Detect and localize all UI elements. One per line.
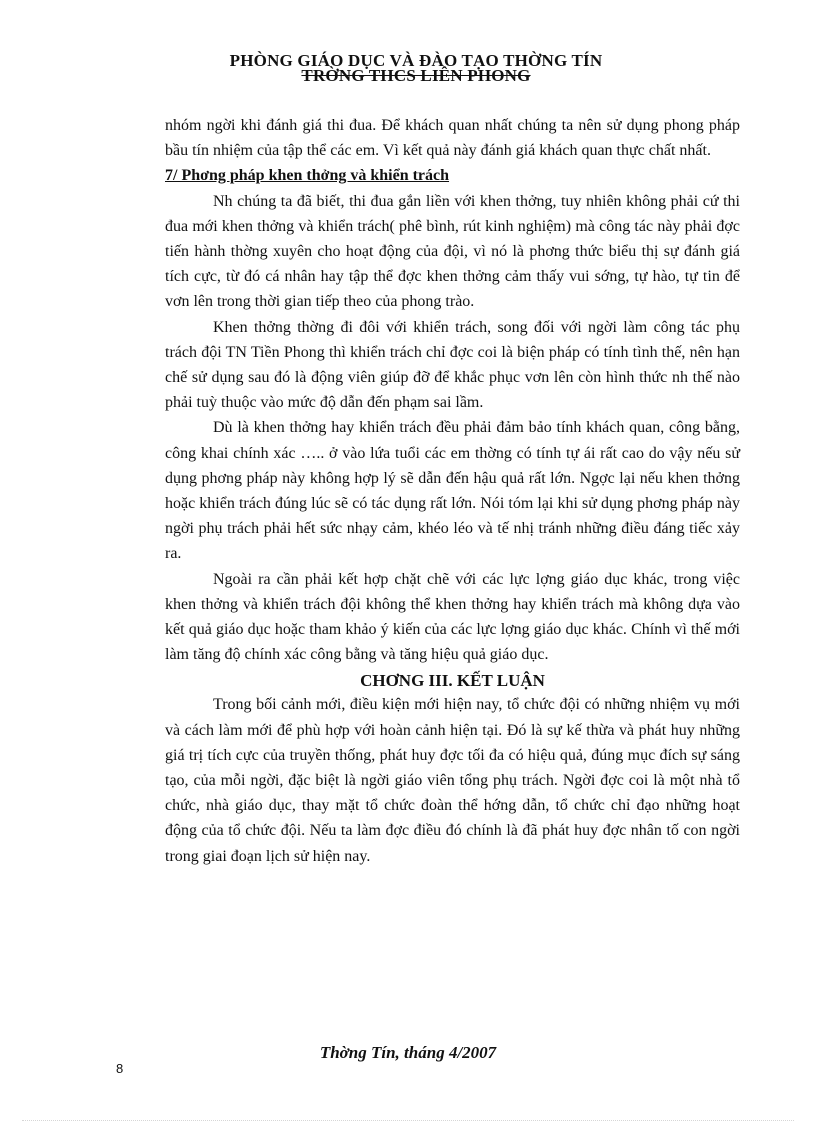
paragraph-rewards: Nh chúng ta đã biết, thi đua gắn liền với khen thởng, tuy nhiên không phải cứ thi đua mới khen thởng và khiển trách( phê bình, rút kinh nghiệm) mà công tác này phải đợc tiến hành thờng xuyên cho hoạt động của đội, vì nó là phơng thức biểu thị sự đánh giá tích cực, từ đó cá nhân hay tập thể đợc khen thởng cảm thấy vui sớng, tự hào, tự tin để vơn lên trong thời gian tiếp theo của phong trào. (165, 192, 740, 311)
paragraph-coordination: Ngoài ra cần phải kết hợp chặt chẽ với các lực lợng giáo dục khác, trong việc khen thởng và khiển trách đội không thể khen thởng hay khiển trách mà không dựa vào kết quả giáo dục hoặc tham khảo ý kiến của các lực lợng giáo dục khác. Chính vì thế mới làm tăng độ chính xác công bằng và tăng hiệu quả giáo dục. (165, 570, 740, 664)
signature-place-date: Thờng Tín, tháng 4/2007 (319, 1043, 497, 1062)
header-school: TRỜNG THCS LIÊN PHONG (301, 66, 531, 85)
document-body (165, 113, 740, 869)
page-number: 8 (116, 1061, 124, 1076)
header-department: PHÒNG GIÁO DỤC VÀ ĐÀO TẠO THỜNG TÍN (229, 51, 603, 70)
section-title-7: 7/ Phơng pháp khen thởng và khiển trách (165, 167, 450, 185)
chapter-title: CHƠNG III. KẾT LUẬN (360, 671, 545, 691)
paragraph-conclusion: Trong bối cảnh mới, điều kiện mới hiện nay, tổ chức đội có những nhiệm vụ mới và cách làm mới để phù hợp với hoàn cảnh hiện tại. Đó là sự kế thừa và phát huy những giá trị tích cực của truyền thống, phát huy đợc tối đa có hiệu quả, đúng mục đích sự sáng tạo, của mỗi ngời, đặc biệt là ngời giáo viên tổng phụ trách. Ngời đợc coi là một nhà tổ chức, nhà giáo dục, thay mặt tổ chức đoàn thể hớng dẫn, tổ chức chỉ đạo những hoạt động của tổ chức đội. Nếu ta làm đợc điều đó chính là đã phát huy đợc nhân tố con ngời trong giai đoạn lịch sử hiện nay. (165, 696, 740, 865)
page-bottom-divider (22, 1120, 794, 1121)
paragraph-discipline: Khen thởng thờng đi đôi với khiển trách, song đối với ngời làm công tác phụ trách đội TN Tiền Phong thì khiển trách chỉ đợc coi là biện pháp có tính tình thế, nên hạn chế sử dụng sau đó là động viên giúp đỡ để khắc phục vơn lên còn hình thức nh thế nào phải tuỳ thuộc vào mức độ dẫn đến phạm sai lầm. (165, 318, 740, 412)
paragraph-intro: nhóm ngời khi đánh giá thi đua. Để khách quan nhất chúng ta nên sử dụng phong pháp bầu tín nhiệm của tập thể các em. Vì kết quả này đánh giá khách quan thực chất nhất. (165, 117, 740, 160)
paragraph-fairness: Dù là khen thởng hay khiển trách đều phải đảm bảo tính khách quan, công bằng, công khai chính xác ….. ở vào lứa tuổi các em thờng có tính tự ái rất cao do vậy nếu sử dụng phơng pháp này không hợp lý sẽ dẫn đến hậu quả rất lớn. Ngợc lại nếu khen thởng hoặc khiển trách đúng lúc sẽ có tác dụng rất lớn. Nói tóm lại khi sử dụng phơng pháp này ngời phụ trách phải hết sức nhạy cảm, khéo léo và tế nhị tránh những điều đáng tiếc xảy ra. (165, 419, 740, 563)
